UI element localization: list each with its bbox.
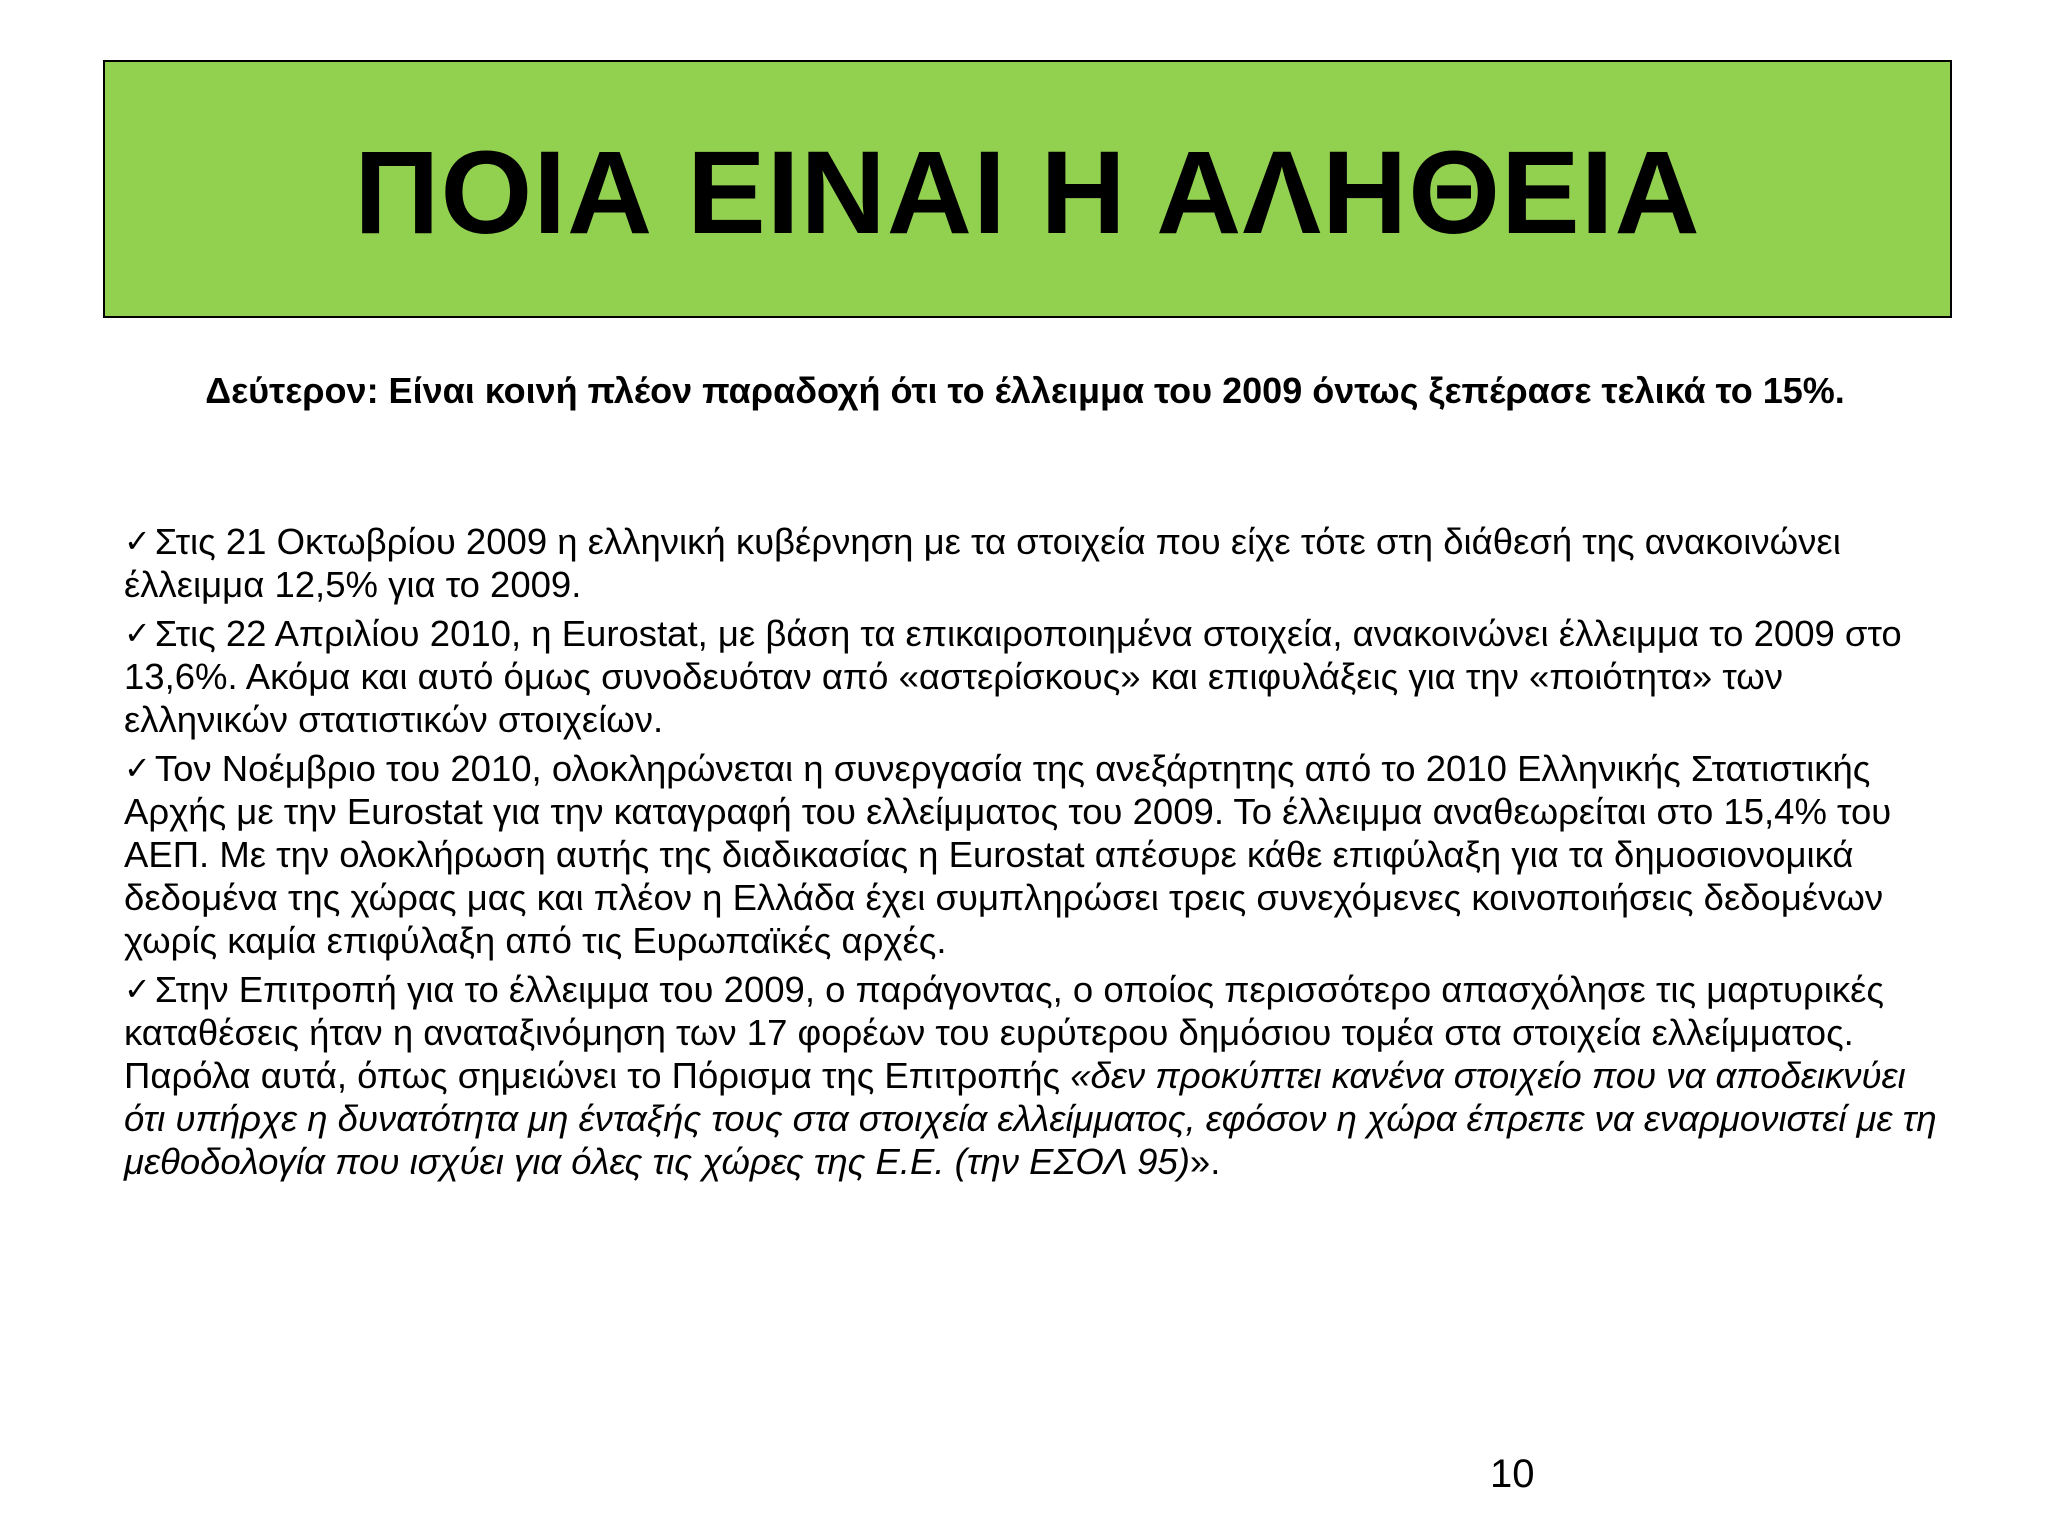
bullet-text-1: Στις 21 Οκτωβρίου 2009 η ελληνική κυβέρνηση με τα στοιχεία που είχε τότε στη διάθεσή της ανακοινώνει έλλειμμα 12,5% για το 2009. bbox=[124, 521, 1841, 605]
bullet-quote-4: «δεν προκύπτει κανένα στοιχείο που να αποδεικνύει ότι υπήρχε η δυνατότητα μη ένταξής τους στα στοιχεία ελλείμματος, εφόσον η χώρα έπρεπε να εναρμονιστεί με τη μεθοδολογία που ισχύει για όλες τις χώρες της Ε.Ε. (την ΕΣΟΛ 95) bbox=[124, 1055, 1937, 1182]
checkmark-icon: ✓ bbox=[124, 749, 151, 787]
bullet-list bbox=[124, 520, 1954, 1189]
slide-subtitle: Δεύτερον: Είναι κοινή πλέον παραδοχή ότι το έλλειμμα του 2009 όντως ξεπέρασε τελικά το 15%. bbox=[205, 370, 1845, 411]
bullet-text-2: Στις 22 Απριλίου 2010, η Eurostat, με βάση τα επικαιροποιημένα στοιχεία, ανακοινώνει έλλειμμα το 2009 στο 13,6%. Ακόμα και αυτό όμως συνοδευόταν από «αστερίσκους» και επιφυλάξεις για την «ποιότητα» των ελληνικών στατιστικών στοιχείων. bbox=[124, 613, 1902, 740]
slide-title: ΠΟΙΑ ΕΙΝΑΙ Η ΑΛΗΘΕΙΑ bbox=[354, 127, 1701, 259]
bullet-item-3 bbox=[124, 747, 1954, 962]
bullet-item-4 bbox=[124, 968, 1954, 1183]
bullet-item-2 bbox=[124, 612, 1954, 741]
title-banner bbox=[103, 60, 1952, 318]
bullet-text-3: Τον Νοέμβριο του 2010, ολοκληρώνεται η συνεργασία της ανεξάρτητης από το 2010 Ελληνικής Στατιστικής Αρχής με την Eurostat για την καταγραφή του ελλείμματος του 2009. Το έλλειμμα αναθεωρείται στο 15,4% του ΑΕΠ. Με την ολοκλήρωση αυτής της διαδικασίας η Eurostat απέσυρε κάθε επιφύλαξη για τα δημοσιονομικά δεδομένα της χώρας μας και πλέον η Ελλάδα έχει συμπληρώσει τρεις συνεχόμενες κοινοποιήσεις δεδομένων χωρίς καμία επιφύλαξη από τις Ευρωπαϊκές αρχές. bbox=[124, 748, 1892, 961]
bullet-item-1 bbox=[124, 520, 1954, 606]
bullet-tail-4: ». bbox=[1189, 1141, 1221, 1182]
page-number: 10 bbox=[1490, 1452, 1535, 1496]
checkmark-icon: ✓ bbox=[124, 970, 151, 1008]
checkmark-icon: ✓ bbox=[124, 614, 151, 652]
bullet-text-4: Στην Επιτροπή για το έλλειμμα του 2009, ο παράγοντας, ο οποίος περισσότερο απασχόλησε τις μαρτυρικές καταθέσεις ήταν η αναταξινόμηση των 17 φορέων του ευρύτερου δημόσιου τομέα στα στοιχεία ελλείμματος. Παρόλα αυτά, όπως σημειώνει το Πόρισμα της Επιτροπής bbox=[124, 969, 1884, 1096]
checkmark-icon: ✓ bbox=[124, 522, 151, 560]
